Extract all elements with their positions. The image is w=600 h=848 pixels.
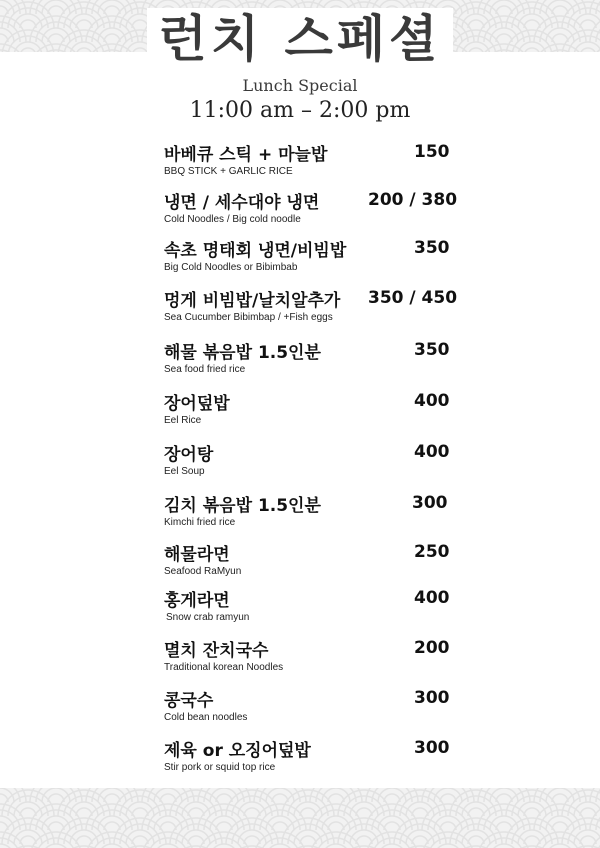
menu-item-name: 장어탕 [164, 445, 214, 465]
menu-item [164, 389, 464, 435]
menu-item-price: 200 / 380 [368, 190, 458, 210]
menu-item [164, 338, 464, 384]
menu-item-name: 김치 볶음밥 1.5인분 [164, 496, 321, 516]
menu-item-name: 장어덮밥 [164, 394, 230, 414]
menu-item-price: 300 [414, 738, 450, 758]
menu-item-description: Sea Cucumber Bibimbap / +Fish eggs [164, 312, 333, 323]
menu-item-price: 350 [414, 340, 450, 360]
menu-item [164, 236, 464, 282]
menu-item-description: Traditional korean Noodles [164, 662, 284, 673]
menu-item-price: 400 [414, 588, 450, 608]
menu-item-description: Cold Noodles / Big cold noodle [164, 214, 301, 225]
menu-item-price: 300 [414, 688, 450, 708]
menu-item-price: 300 [412, 493, 448, 513]
menu-item-description: Stir pork or squid top rice [164, 762, 276, 773]
menu-item-price: 150 [414, 142, 450, 162]
menu-item-description: Cold bean noodles [164, 712, 248, 723]
menu-item [164, 736, 464, 782]
menu-title-english: Lunch Special [242, 76, 358, 95]
menu-item-price: 200 [414, 638, 450, 658]
menu-item [164, 440, 464, 486]
menu-item [164, 491, 464, 537]
menu-title-korean: 런치 스페셜 [147, 8, 454, 70]
menu-item-description: Seafood RaMyun [164, 566, 242, 577]
menu-item [164, 586, 464, 632]
menu-item-price: 400 [414, 442, 450, 462]
menu-item-description: Eel Soup [164, 466, 205, 477]
menu-item [164, 286, 464, 332]
menu-item [164, 686, 464, 732]
menu-item-name: 콩국수 [164, 691, 214, 711]
menu-item [164, 188, 464, 234]
menu-item-name: 해물라면 [164, 545, 230, 565]
menu-item [164, 140, 464, 186]
menu-item-name: 제육 or 오징어덮밥 [164, 741, 311, 761]
menu-item-price: 250 [414, 542, 450, 562]
menu-item-description: Snow crab ramyun [166, 612, 250, 623]
menu-item [164, 540, 464, 586]
menu-item-description: BBQ STICK + GARLIC RICE [164, 166, 293, 177]
menu-item-description: Big Cold Noodles or Bibimbab [164, 262, 298, 273]
menu-item-name: 홍게라면 [164, 591, 230, 611]
menu-item-name: 해물 볶음밥 1.5인분 [164, 343, 321, 363]
title-block [0, 8, 600, 70]
menu-item [164, 636, 464, 682]
menu-item-price: 350 / 450 [368, 288, 458, 308]
menu-item-description: Kimchi fried rice [164, 517, 236, 528]
decorative-wave-pattern-bottom [0, 788, 600, 848]
menu-item-price: 400 [414, 391, 450, 411]
menu-item-description: Eel Rice [164, 415, 202, 426]
menu-item-name: 멍게 비빔밥/날치알추가 [164, 291, 341, 311]
menu-item-description: Sea food fried rice [164, 364, 246, 375]
menu-item-name: 멸치 잔치국수 [164, 641, 269, 661]
menu-item-name: 냉면 / 세수대야 냉면 [164, 193, 320, 213]
menu-item-name: 바베큐 스틱 + 마늘밥 [164, 145, 328, 165]
menu-item-name: 속초 명태회 냉면/비빔밥 [164, 241, 347, 261]
menu-hours: 11:00 am – 2:00 pm [189, 98, 411, 123]
menu-item-price: 350 [414, 238, 450, 258]
